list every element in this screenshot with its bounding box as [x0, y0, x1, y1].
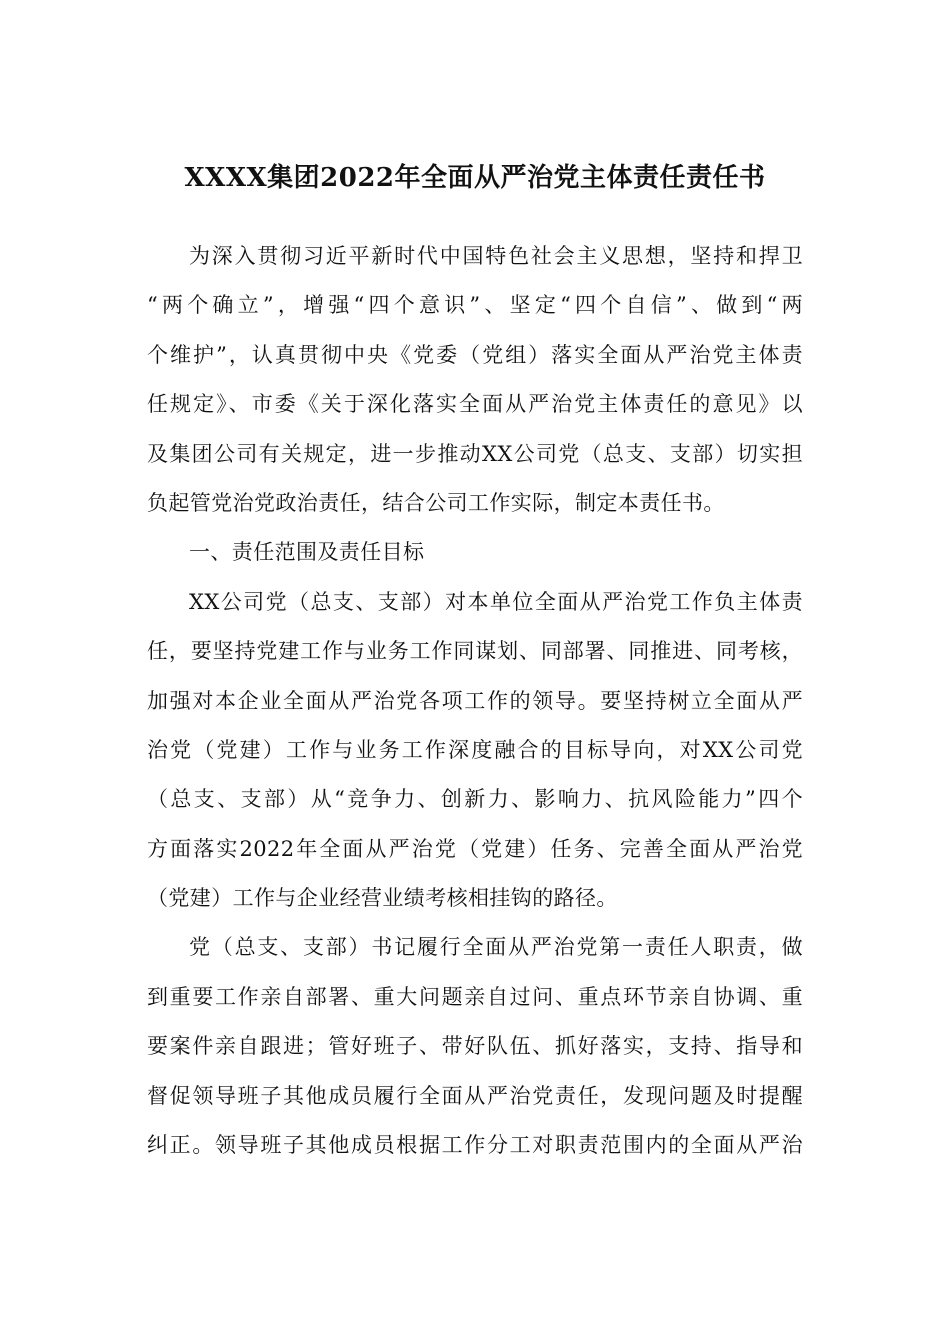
body-line: 任规定》、市委《关于深化落实全面从严治党主体责任的意见》以: [147, 392, 803, 417]
body-line: 个维护”，认真贯彻中央《党委（党组）落实全面从严治党主体责: [147, 342, 803, 367]
body-line: 要案件亲自跟进；管好班子、带好队伍、抓好落实，支持、指导和: [147, 1034, 803, 1059]
body-line: 为深入贯彻习近平新时代中国特色社会主义思想，坚持和捍卫: [189, 244, 803, 268]
body-line: XX公司党（总支、支部）对本单位全面从严治党工作负主体责: [189, 589, 803, 614]
body-line: （党建）工作与企业经营业绩考核相挂钩的路径。: [147, 886, 618, 911]
body-line: 任，要坚持党建工作与业务工作同谋划、同部署、同推进、同考核，: [147, 639, 803, 664]
body-line: 纠正。领导班子其他成员根据工作分工对职责范围内的全面从严治: [147, 1133, 803, 1158]
body-line: “两个确立”，增强“四个意识”、坚定“四个自信”、做到“两: [147, 293, 803, 318]
body-line: 负起管党治党政治责任，结合公司工作实际，制定本责任书。: [147, 490, 725, 515]
document-body: [147, 232, 803, 1170]
body-line: 治党（党建）工作与业务工作深度融合的目标导向，对XX公司党: [147, 737, 803, 762]
body-line: 方面落实2022年全面从严治党（党建）任务、完善全面从严治党: [147, 836, 803, 861]
document-title: XXXX集团2022年全面从严治党主体责任责任书: [184, 163, 766, 193]
body-line: 党（总支、支部）书记履行全面从严治党第一责任人职责，做: [189, 935, 803, 960]
body-line: 督促领导班子其他成员履行全面从严治党责任，发现问题及时提醒: [147, 1083, 803, 1108]
body-line: 及集团公司有关规定，进一步推动XX公司党（总支、支部）切实担: [147, 441, 803, 466]
body-line: （总支、支部）从“竞争力、创新力、影响力、抗风险能力”四个: [147, 787, 803, 812]
section-heading: 一、责任范围及责任目标: [189, 540, 425, 565]
body-line: 到重要工作亲自部署、重大问题亲自过问、重点环节亲自协调、重: [147, 984, 803, 1009]
body-line: 加强对本企业全面从严治党各项工作的领导。要坚持树立全面从严: [147, 688, 803, 713]
